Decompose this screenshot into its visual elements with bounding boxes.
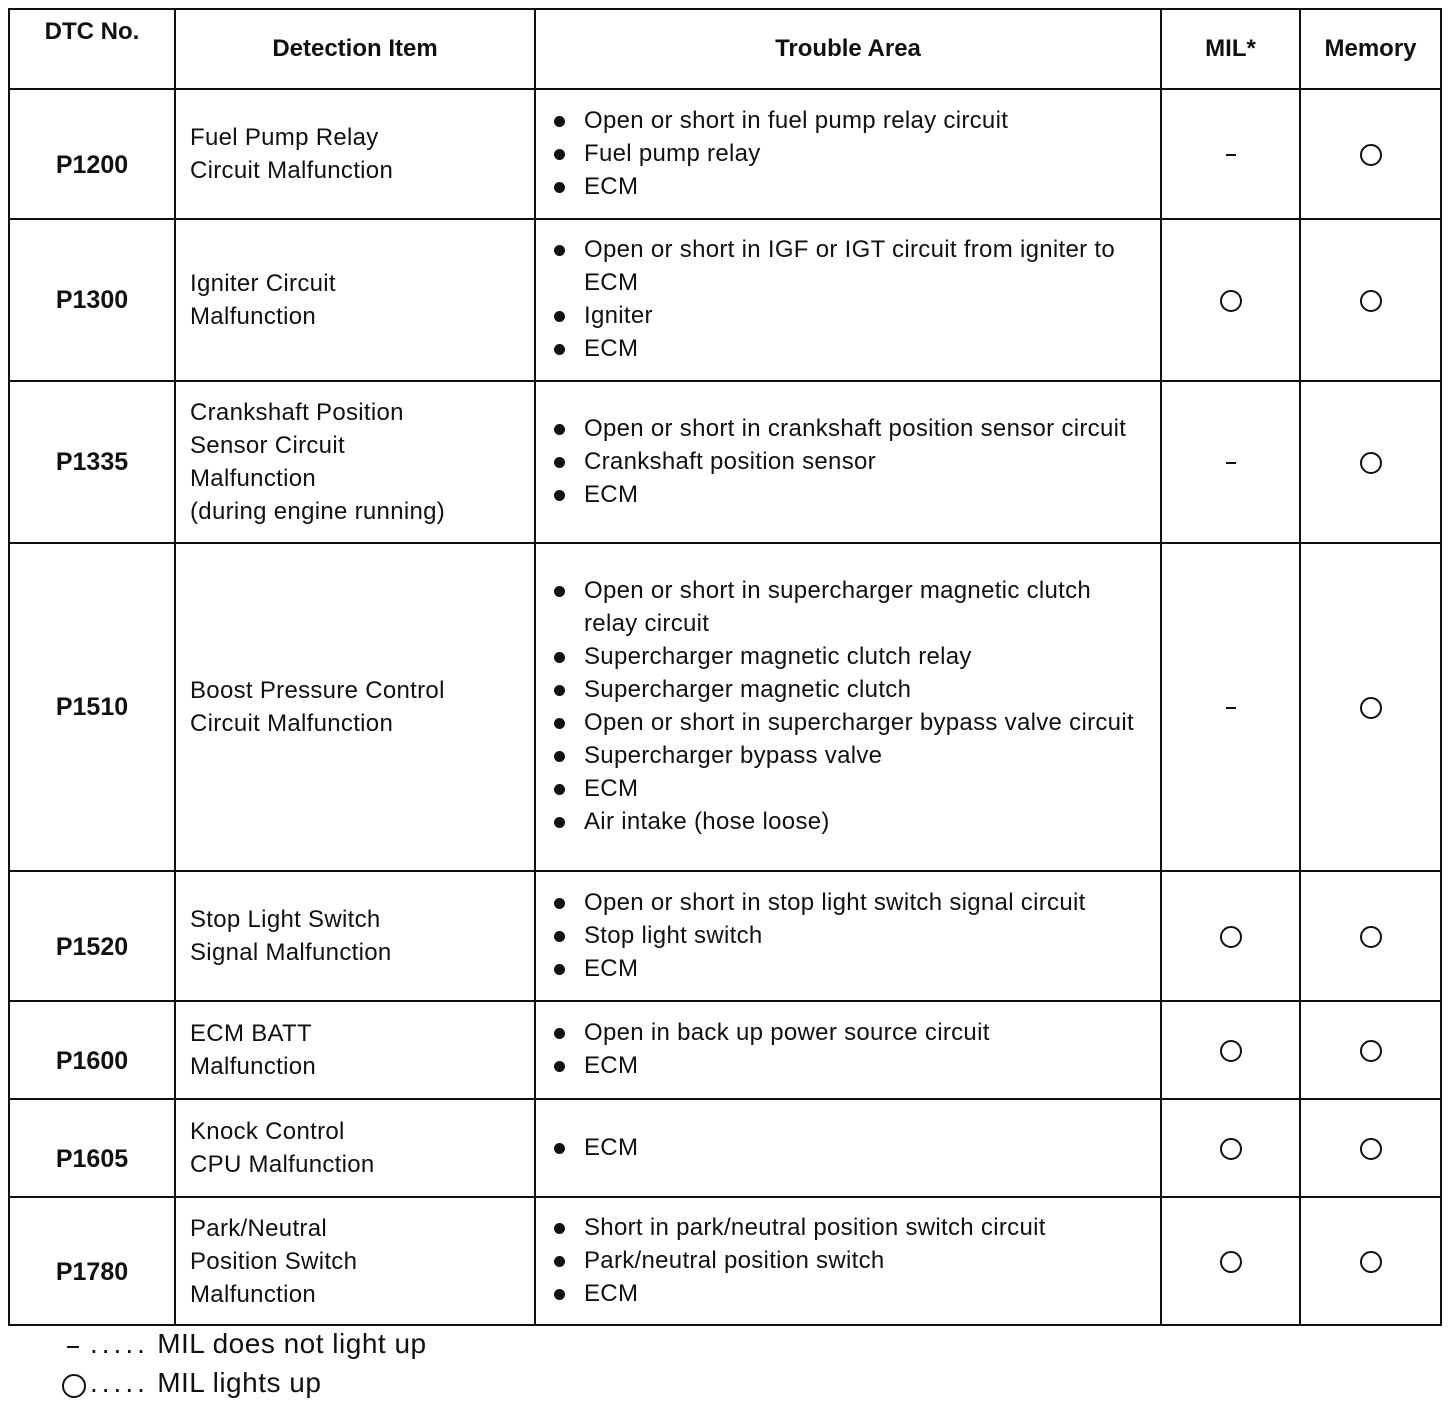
trouble-item: Stop light switch — [550, 919, 1150, 952]
detection-item-line: Park/Neutral — [190, 1214, 327, 1242]
table-row — [9, 543, 1441, 871]
legend-dots: ..... — [90, 1328, 149, 1359]
trouble-list — [550, 574, 1150, 838]
trouble-area — [535, 1099, 1161, 1197]
header-detection-item: Detection Item — [175, 9, 535, 89]
detection-item-line: CPU Malfunction — [190, 1151, 375, 1178]
trouble-item: ECM — [550, 772, 1150, 805]
dtc-code: P1780 — [9, 1197, 175, 1325]
mil-cell — [1161, 219, 1300, 381]
legend-circle — [62, 1367, 321, 1401]
trouble-list — [550, 1211, 1150, 1310]
circle-mark-icon — [1220, 1040, 1242, 1062]
memory-cell — [1300, 871, 1441, 1001]
detection-item-line: Circuit Malfunction — [190, 710, 394, 737]
trouble-item: ECM — [550, 1277, 1150, 1310]
trouble-area — [535, 543, 1161, 871]
circle-mark-icon — [1220, 1138, 1242, 1160]
mil-cell — [1161, 381, 1300, 543]
trouble-list — [550, 233, 1150, 365]
dtc-code: P1520 — [9, 871, 175, 1001]
trouble-item: ECM — [550, 478, 1150, 511]
memory-cell — [1300, 1001, 1441, 1099]
memory-cell — [1300, 1197, 1441, 1325]
detection-item-line: ECM BATT — [190, 1020, 312, 1047]
memory-cell — [1300, 381, 1441, 543]
detection-item-line: Signal Malfunction — [190, 939, 392, 966]
trouble-item: ECM — [550, 952, 1150, 985]
circle-mark-icon — [1360, 452, 1382, 474]
legend-dots: ..... — [90, 1367, 149, 1398]
dtc-code: P1510 — [9, 543, 175, 871]
table-row — [9, 89, 1441, 219]
table-row — [9, 381, 1441, 543]
trouble-item: Open or short in fuel pump relay circuit — [550, 104, 1150, 137]
detection-item-line: Igniter Circuit — [190, 270, 336, 297]
trouble-item: Fuel pump relay — [550, 137, 1150, 170]
legend-dash — [62, 1328, 427, 1362]
trouble-item: Supercharger bypass valve — [550, 739, 1150, 772]
trouble-area — [535, 1001, 1161, 1099]
trouble-item: ECM — [550, 332, 1150, 365]
header-trouble-area: Trouble Area — [535, 9, 1161, 89]
detection-item-line: Crankshaft Position — [190, 399, 404, 426]
circle-mark-icon — [1360, 697, 1382, 719]
header-dtc-no: DTC No. — [9, 9, 175, 89]
trouble-area — [535, 1197, 1161, 1325]
trouble-item: Air intake (hose loose) — [550, 805, 1150, 838]
header-memory: Memory — [1300, 9, 1441, 89]
trouble-list — [550, 412, 1150, 511]
circle-symbol — [62, 1369, 84, 1401]
detection-item-line: Sensor Circuit — [190, 432, 345, 459]
memory-cell — [1300, 89, 1441, 219]
detection-item-line: Circuit Malfunction — [190, 157, 394, 184]
trouble-item: Crankshaft position sensor — [550, 445, 1150, 478]
detection-item-line: Stop Light Switch — [190, 906, 381, 933]
dash-mark-icon — [1226, 154, 1236, 156]
detection-item — [175, 1197, 535, 1325]
legend-circle-text: MIL lights up — [157, 1367, 322, 1398]
dtc-code: P1600 — [9, 1001, 175, 1099]
trouble-item: Park/neutral position switch — [550, 1244, 1150, 1277]
mil-cell — [1161, 871, 1300, 1001]
detection-item — [175, 543, 535, 871]
circle-mark-icon — [1360, 144, 1382, 166]
legend-dash-text: MIL does not light up — [157, 1328, 427, 1359]
trouble-item: Open or short in supercharger magnetic clutch relay circuit — [550, 574, 1150, 640]
circle-mark-icon — [1220, 290, 1242, 312]
detection-item — [175, 1099, 535, 1197]
trouble-list — [550, 886, 1150, 985]
trouble-item: Open in back up power source circuit — [550, 1016, 1150, 1049]
trouble-area — [535, 219, 1161, 381]
detection-item-line: Fuel Pump Relay — [190, 124, 379, 151]
memory-cell — [1300, 1099, 1441, 1197]
circle-mark-icon — [1360, 290, 1382, 312]
detection-item — [175, 89, 535, 219]
trouble-item: Supercharger magnetic clutch — [550, 673, 1150, 706]
dtc-code: P1605 — [9, 1099, 175, 1197]
dtc-code: P1200 — [9, 89, 175, 219]
dtc-code: P1300 — [9, 219, 175, 381]
detection-item-line: Position Switch — [190, 1247, 358, 1275]
trouble-area — [535, 381, 1161, 543]
trouble-item: Open or short in stop light switch signal circuit — [550, 886, 1150, 919]
circle-mark-icon — [1220, 926, 1242, 948]
detection-item — [175, 871, 535, 1001]
trouble-area — [535, 89, 1161, 219]
dtc-code: P1335 — [9, 381, 175, 543]
dtc-table — [8, 8, 1442, 1326]
memory-cell — [1300, 543, 1441, 871]
mil-cell — [1161, 1197, 1300, 1325]
trouble-area — [535, 871, 1161, 1001]
table-row — [9, 1197, 1441, 1325]
trouble-item: Open or short in supercharger bypass valve circuit — [550, 706, 1150, 739]
trouble-list — [550, 1016, 1150, 1082]
detection-item-line: Malfunction — [190, 1280, 317, 1308]
detection-item — [175, 381, 535, 543]
trouble-list — [550, 104, 1150, 203]
trouble-item: ECM — [550, 1131, 1150, 1164]
mil-cell — [1161, 543, 1300, 871]
trouble-item: Open or short in IGF or IGT circuit from igniter to ECM — [550, 233, 1150, 299]
header-row — [9, 9, 1441, 89]
detection-item — [175, 1001, 535, 1099]
trouble-item: Supercharger magnetic clutch relay — [550, 640, 1150, 673]
trouble-item: Short in park/neutral position switch circuit — [550, 1211, 1150, 1244]
mil-cell — [1161, 1099, 1300, 1197]
detection-item-line: Malfunction — [190, 465, 317, 492]
dash-symbol — [62, 1330, 84, 1362]
table-row — [9, 1099, 1441, 1197]
detection-item-line: Knock Control — [190, 1118, 345, 1145]
mil-cell — [1161, 89, 1300, 219]
detection-item — [175, 219, 535, 381]
trouble-list — [550, 1131, 1150, 1164]
trouble-item: ECM — [550, 1049, 1150, 1082]
circle-mark-icon — [1360, 1138, 1382, 1160]
table-body — [9, 89, 1441, 1325]
trouble-item: Igniter — [550, 299, 1150, 332]
dash-mark-icon — [1226, 462, 1236, 464]
table-row — [9, 1001, 1441, 1099]
detection-item-line: Malfunction — [190, 303, 317, 330]
dash-mark-icon — [1226, 707, 1236, 709]
circle-mark-icon — [1360, 926, 1382, 948]
detection-item-line: Malfunction — [190, 1053, 317, 1080]
detection-item-line: (during engine running) — [190, 498, 446, 525]
circle-mark-icon — [1360, 1251, 1382, 1273]
table-row — [9, 219, 1441, 381]
circle-mark-icon — [1360, 1040, 1382, 1062]
trouble-item: ECM — [550, 170, 1150, 203]
header-mil: MIL* — [1161, 9, 1300, 89]
table-row — [9, 871, 1441, 1001]
circle-mark-icon — [1220, 1251, 1242, 1273]
trouble-item: Open or short in crankshaft position sensor circuit — [550, 412, 1150, 445]
mil-cell — [1161, 1001, 1300, 1099]
detection-item-line: Boost Pressure Control — [190, 677, 445, 704]
memory-cell — [1300, 219, 1441, 381]
